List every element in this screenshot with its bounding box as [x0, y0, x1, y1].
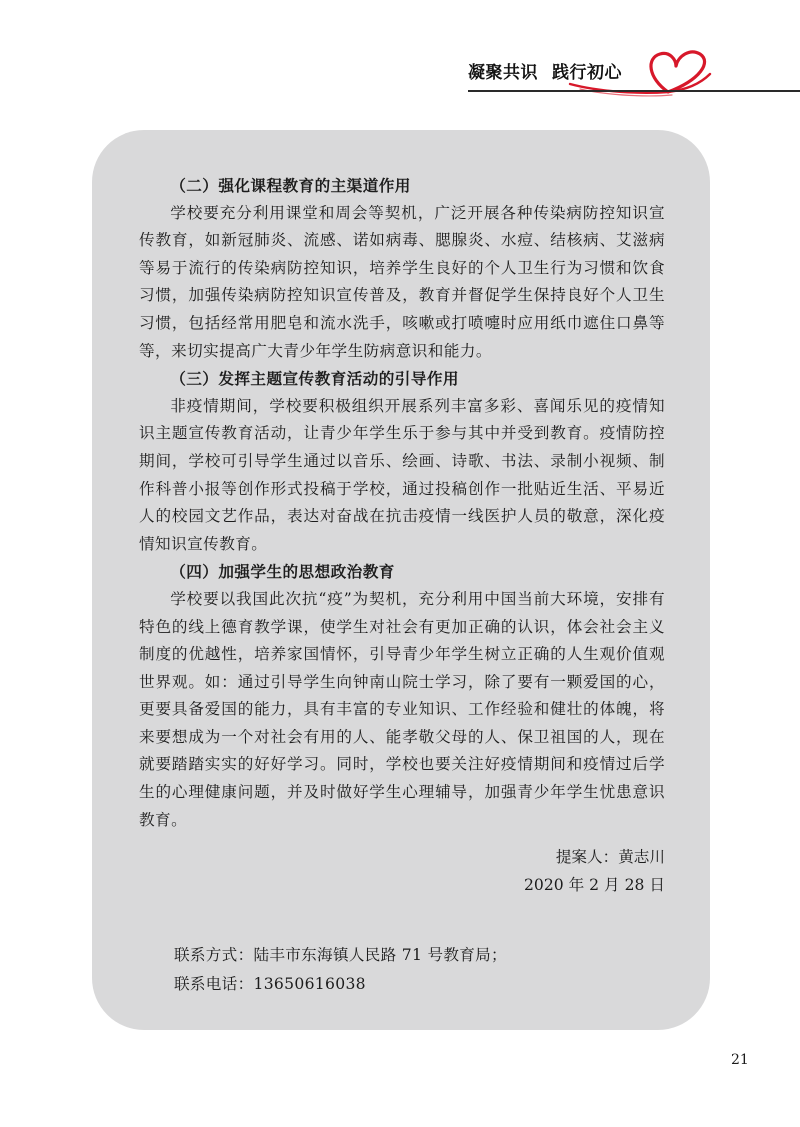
section-heading: （四）加强学生的思想政治教育	[170, 562, 395, 582]
header-rule	[468, 90, 800, 92]
section-paragraph: 学校要以我国此次抗“疫”为契机，充分利用中国当前大环境，安排有特色的线上德育教学课，使学生对社会有更加正确的认识，体会社会主义制度的优越性，培养家国情怀，引导青少年学生树立正确的人生观价值观世界观。如：通过引导学生向钟南山院士学习，除了要有一颗爱国的心，更要具备爱国的能力，具有丰富的专业知识、工作经验和健壮的体魄，将来要想成为一个对社会有用的人、能孝敬父母的人、保卫祖国的人，现在就要踏踏实实的好好学习。同时，学校也要关注好疫情期间和疫情过后学生的心理健康问题，并及时做好学生心理辅导，加强青少年学生忧患意识教育。	[139, 589, 665, 829]
header-title-part1: 凝聚共识	[468, 63, 538, 83]
contact-phone: 联系电话：13650616038	[174, 975, 366, 993]
section-heading: （二）强化课程教育的主渠道作用	[170, 176, 411, 195]
section-paragraph: 非疫情期间，学校要积极组织开展系列丰富多彩、喜闻乐见的疫情知识主题宣传教育活动，让青少年学生乐于参与其中并受到教育。疫情防控期间，学校可引导学生通过以音乐、绘画、诗歌、书法、录制小视频、制作科普小报等创作形式投稿于学校，通过投稿创作一批贴近生活、平易近人的校园文艺作品，表达对奋战在抗击疫情一线医护人员的敬意，深化疫情知识宣传教育。	[139, 396, 665, 553]
article-body	[139, 172, 665, 834]
section-heading: （三）发挥主题宣传教育活动的引导作用	[170, 369, 459, 389]
header-title-part2: 践行初心	[552, 63, 622, 83]
signature-date: 2020 年 2 月 28 日	[523, 876, 665, 894]
page-number: 21	[731, 1052, 749, 1068]
proposer-signature: 提案人：黄志川	[555, 848, 665, 866]
contact-address: 联系方式：陆丰市东海镇人民路 71 号教育局；	[174, 946, 507, 964]
section-paragraph: 学校要充分利用课堂和周会等契机，广泛开展各种传染病防控知识宣传教育，如新冠肺炎、流感、诺如病毒、腮腺炎、水痘、结核病、艾滋病等易于流行的传染病防控知识，培养学生良好的个人卫生行为习惯和饮食习惯，加强传染病防控知识宣传普及，教育并督促学生保持良好个人卫生习惯，包括经常用肥皂和流水洗手，咳嗽或打喷嚏时应用纸巾遮住口鼻等等，来切实提高广大青少年学生防病意识和能力。	[139, 203, 665, 360]
